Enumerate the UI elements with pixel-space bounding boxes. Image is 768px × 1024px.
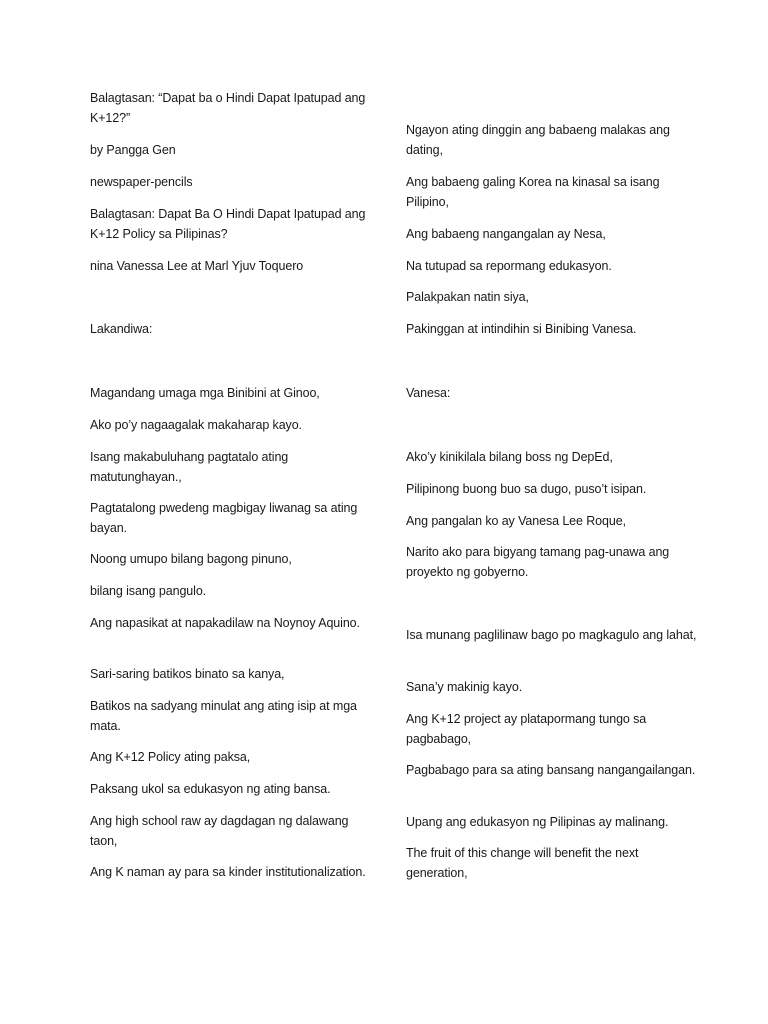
- verse-line: The fruit of this change will benefit the next generation,: [406, 846, 639, 880]
- verse-line: Ang babaeng galing Korea na kinasal sa isang Pilipino,: [406, 175, 660, 209]
- title-line: Balagtasan: “Dapat ba o Hindi Dapat Ipatupad ang K+12?”: [90, 91, 366, 125]
- verse-line: Paksang ukol sa edukasyon ng ating bansa.: [90, 782, 331, 796]
- verse-line: Ang K+12 Policy ating paksa,: [90, 750, 251, 764]
- verse-line: Ang pangalan ko ay Vanesa Lee Roque,: [406, 514, 626, 528]
- verse-line: Na tutupad sa repormang edukasyon.: [406, 259, 612, 273]
- verse-line: Sana’y makinig kayo.: [406, 680, 523, 694]
- verse-line: Upang ang edukasyon ng Pilipinas ay malinang.: [406, 815, 669, 829]
- verse-line: Pakinggan at intindihin si Binibing Vanesa.: [406, 322, 637, 336]
- verse-line: Batikos na sadyang minulat ang ating isip at mga mata.: [90, 699, 357, 733]
- verse-line: Ang K naman ay para sa kinder institutionalization.: [90, 865, 366, 879]
- verse-line: Isa munang paglilinaw bago po magkagulo ang lahat,: [406, 628, 697, 642]
- verse-line: Pilipinong buong buo sa dugo, puso’t isipan.: [406, 482, 647, 496]
- verse-line: Ang high school raw ay dagdagan ng dalawang taon,: [90, 814, 349, 848]
- verse-line: Isang makabuluhang pagtatalo ating matutunghayan.,: [90, 450, 289, 484]
- tag-line: newspaper-pencils: [90, 175, 193, 189]
- verse-line: Ang K+12 project ay platapormang tungo sa pagbabago,: [406, 712, 647, 746]
- verse-line: Ako po’y nagaagalak makaharap kayo.: [90, 418, 302, 432]
- speaker-label-lakandiwa: Lakandiwa:: [90, 322, 153, 336]
- verse-line: Pagbabago para sa ating bansang nangangailangan.: [406, 763, 696, 777]
- subtitle-line: Balagtasan: Dapat Ba O Hindi Dapat Ipatupad ang K+12 Policy sa Pilipinas?: [90, 207, 366, 241]
- verse-line: Ako’y kinikilala bilang boss ng DepEd,: [406, 450, 613, 464]
- speaker-label-vanesa: Vanesa:: [406, 386, 451, 400]
- verse-line: Ang babaeng nangangalan ay Nesa,: [406, 227, 606, 241]
- authors-line: nina Vanessa Lee at Marl Yjuv Toquero: [90, 259, 304, 273]
- verse-line: Ang napasikat at napakadilaw na Noynoy Aquino.: [90, 616, 360, 630]
- verse-line: bilang isang pangulo.: [90, 584, 207, 598]
- verse-line: Magandang umaga mga Binibini at Ginoo,: [90, 386, 320, 400]
- verse-line: Pagtatalong pwedeng magbigay liwanag sa ating bayan.: [90, 501, 358, 535]
- verse-line: Sari-saring batikos binato sa kanya,: [90, 667, 285, 681]
- verse-line: Ngayon ating dinggin ang babaeng malakas ang dating,: [406, 123, 670, 157]
- author-line: by Pangga Gen: [90, 143, 176, 157]
- verse-line: Narito ako para bigyang tamang pag-unawa ang proyekto ng gobyerno.: [406, 545, 670, 579]
- verse-line: Noong umupo bilang bagong pinuno,: [90, 552, 292, 566]
- verse-line: Palakpakan natin siya,: [406, 290, 529, 304]
